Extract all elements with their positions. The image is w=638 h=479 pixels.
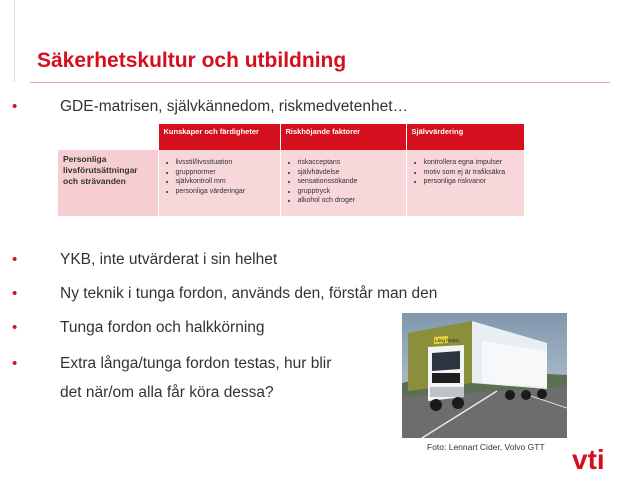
slide-title: Säkerhetskultur och utbildning — [37, 49, 347, 72]
truck-photo — [402, 313, 567, 438]
matrix-cell — [406, 150, 524, 216]
photo-caption: Foto: Lennart Cider, Volvo GTT — [427, 442, 545, 452]
matrix-corner-cell — [58, 124, 158, 150]
bullet-text: GDE-matrisen, självkännedom, riskmedvetenhet… — [60, 98, 409, 115]
matrix-list-item: • självkontroll mm — [176, 177, 275, 187]
left-rule — [14, 0, 15, 82]
bullet-item — [0, 285, 600, 307]
gde-matrix-table — [58, 124, 525, 216]
matrix-list-item: • personliga riskvanor — [424, 177, 519, 187]
matrix-header-cell: Självvärdering — [406, 124, 524, 150]
vti-logo-text: vti — [572, 446, 605, 472]
matrix-list-item: • motiv som ej är trafiksäkra — [424, 168, 519, 178]
truck-photo-illustration — [402, 313, 567, 438]
title-underline — [30, 82, 610, 83]
matrix-header-row — [58, 124, 524, 150]
vti-logo-mark — [572, 446, 624, 472]
matrix-list-item: • personliga värderingar — [176, 187, 275, 197]
matrix-list — [164, 158, 275, 196]
bullet-marker: • — [12, 98, 18, 115]
bullet-text: Tunga fordon och halkkörning — [60, 319, 265, 336]
matrix-list-item: • livsstil/livssituation — [176, 158, 275, 168]
matrix-cell — [158, 150, 280, 216]
matrix-row-label: Personliga livsförutsättningar och strävanden — [58, 150, 158, 216]
matrix-list — [286, 158, 401, 206]
matrix-list-item: • gruppnormer — [176, 168, 275, 178]
matrix-cell — [280, 150, 406, 216]
truck-sign-text: Lång fordon — [435, 338, 460, 343]
matrix-list-item: • alkohol och droger — [298, 196, 401, 206]
matrix-list-item: • kontrollera egna impulser — [424, 158, 519, 168]
bullet-item — [0, 98, 600, 120]
matrix-list-item: • sensationssökande — [298, 177, 401, 187]
matrix-list-item: • grupptryck — [298, 187, 401, 197]
bullet-text: det när/om alla får köra dessa? — [60, 384, 274, 401]
bullet-text: Extra långa/tunga fordon testas, hur blir — [60, 355, 332, 372]
matrix-list — [412, 158, 519, 187]
matrix-list-item: • självhävdelse — [298, 168, 401, 178]
matrix-row — [58, 150, 524, 216]
bullet-text: YKB, inte utvärderat i sin helhet — [60, 251, 278, 268]
bullet-item — [0, 251, 600, 273]
bullet-marker: • — [12, 355, 18, 372]
vti-logo — [572, 446, 624, 472]
matrix-header-cell: Riskhöjande faktorer — [280, 124, 406, 150]
matrix-list-item: • riskacceptans — [298, 158, 401, 168]
matrix-header-cell: Kunskaper och färdigheter — [158, 124, 280, 150]
bullet-marker: • — [12, 319, 18, 336]
bullet-marker: • — [12, 251, 18, 268]
bullet-marker: • — [12, 285, 18, 302]
bullet-text: Ny teknik i tunga fordon, används den, förstår man den — [60, 285, 438, 302]
